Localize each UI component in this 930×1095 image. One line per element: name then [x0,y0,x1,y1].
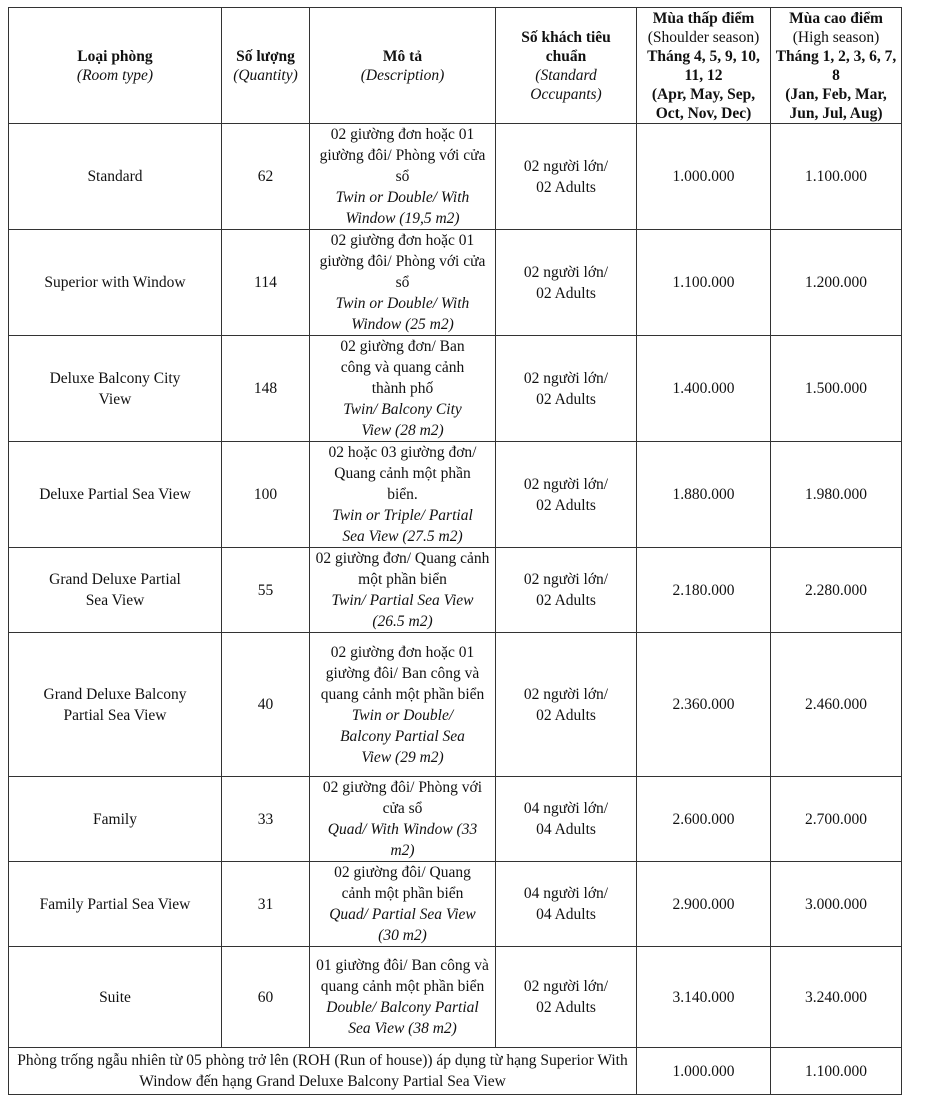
high-price-cell: 3.000.000 [771,862,902,947]
occupants-en: 02 Adults [536,706,596,724]
header-high-season [771,8,902,124]
table-row [9,548,902,633]
high-months-vi: Tháng 1, 2, 3, 6, 7, 8 [775,47,897,84]
occupants-en: 02 Adults [536,592,596,609]
room-type-cell: Grand Deluxe Partial Sea View [9,548,222,633]
occupants-vi: 02 người lớn/ [523,685,609,703]
quantity-cell: 60 [222,947,310,1048]
shoulder-price-cell: 2.900.000 [637,862,771,947]
room-type-cell: Family [9,777,222,862]
occupants-en: 02 Adults [536,178,596,196]
occupants-vi: 02 người lớn/ [523,369,609,387]
shoulder-title: Mùa thấp điểm [652,9,755,27]
description-cell [310,947,496,1048]
header-room-type [9,8,222,124]
high-en: (High season) [792,28,880,46]
occupants-en: 04 Adults [536,906,596,923]
description-vi: 02 giường đơn/ Quang cảnh một phần biển [315,550,490,588]
occupants-vi: 02 người lớn/ [523,571,609,588]
quantity-cell: 114 [222,230,310,336]
description-en: Double/ Balcony Partial Sea View (38 m2) [326,999,479,1037]
occupants-vi: 02 người lớn/ [523,475,609,493]
high-price-cell: 2.460.000 [771,633,902,777]
shoulder-price-cell: 1.000.000 [637,124,771,230]
room-type-cell: Family Partial Sea View [9,862,222,947]
occupants-cell [496,124,637,230]
occupants-cell [496,336,637,442]
high-price-cell: 2.280.000 [771,548,902,633]
footer-shoulder-price: 1.000.000 [637,1048,771,1095]
occupants-vi: 04 người lớn/ [523,885,609,902]
high-price-cell: 1.980.000 [771,442,902,548]
footer-row [9,1048,902,1095]
room-type-cell: Standard [9,124,222,230]
table-row [9,336,902,442]
description-en: Quad/ Partial Sea View (30 m2) [329,906,476,944]
description-en: Quad/ With Window (33 m2) [327,821,478,859]
occupants-en: 02 Adults [536,390,596,408]
occupants-cell [496,230,637,336]
room-rate-table [8,7,902,1095]
description-en: Twin or Double/ With Window (25 m2) [335,295,470,333]
high-price-cell: 1.200.000 [771,230,902,336]
occupants-cell [496,862,637,947]
description-vi: 02 giường đơn hoặc 01 giường đôi/ Phòng với cửa sổ [319,232,486,291]
table-row [9,777,902,862]
description-vi: 02 giường đơn/ Ban công và quang cảnh thành phố [340,338,465,397]
description-cell [310,777,496,862]
header-quantity-vi: Số lượng [236,47,295,65]
occupants-cell [496,548,637,633]
header-occupants-en: (Standard Occupants) [530,66,602,103]
header-occupants [496,8,637,124]
room-type-cell: Suite [9,947,222,1048]
table-row [9,862,902,947]
description-cell [310,336,496,442]
description-vi: 02 giường đơn hoặc 01 giường đôi/ Ban công và quang cảnh một phần biển [320,643,485,703]
description-cell [310,633,496,777]
quantity-cell: 31 [222,862,310,947]
occupants-cell [496,633,637,777]
header-room-type-en: (Room type) [76,66,154,84]
shoulder-price-cell: 2.360.000 [637,633,771,777]
occupants-cell [496,442,637,548]
table-header-row [9,8,902,124]
quantity-cell: 62 [222,124,310,230]
high-price-cell: 2.700.000 [771,777,902,862]
description-cell [310,862,496,947]
description-cell [310,548,496,633]
occupants-en: 04 Adults [536,821,596,838]
occupants-cell [496,777,637,862]
table-row [9,947,902,1048]
description-en: Twin or Double/ Balcony Partial Sea View (29 m2) [340,706,465,766]
high-price-cell: 3.240.000 [771,947,902,1048]
shoulder-en: (Shoulder season) [647,28,760,46]
header-room-type-vi: Loại phòng [77,47,153,65]
occupants-vi: 02 người lớn/ [523,978,609,995]
description-cell [310,230,496,336]
occupants-cell [496,947,637,1048]
run-of-house-note: Phòng trống ngẫu nhiên từ 05 phòng trở lên (ROH (Run of house)) áp dụng từ hạng Superior With Window đến hạng Grand Deluxe Balcony Partial Sea View [9,1048,637,1095]
description-en: Twin/ Balcony City View (28 m2) [343,401,462,439]
room-type-cell: Grand Deluxe Balcony Partial Sea View [9,633,222,777]
header-quantity [222,8,310,124]
occupants-vi: 04 người lớn/ [523,800,609,817]
table-row [9,230,902,336]
quantity-cell: 33 [222,777,310,862]
shoulder-price-cell: 1.880.000 [637,442,771,548]
description-en: Twin or Triple/ Partial Sea View (27.5 m2) [332,507,473,545]
room-type-cell: Superior with Window [9,230,222,336]
header-description-vi: Mô tả [382,47,423,65]
table-row [9,633,902,777]
shoulder-price-cell: 3.140.000 [637,947,771,1048]
header-description-en: (Description) [360,66,445,84]
high-months-en: (Jan, Feb, Mar, Jun, Jul, Aug) [785,85,887,122]
quantity-cell: 148 [222,336,310,442]
occupants-en: 02 Adults [536,284,596,302]
room-type-cell: Deluxe Partial Sea View [9,442,222,548]
shoulder-months-en: (Apr, May, Sep, Oct, Nov, Dec) [651,85,756,122]
description-vi: 01 giường đôi/ Ban công và quang cảnh một phần biển [316,957,489,995]
quantity-cell: 100 [222,442,310,548]
footer-high-price: 1.100.000 [771,1048,902,1095]
quantity-cell: 40 [222,633,310,777]
description-en: Twin or Double/ With Window (19,5 m2) [335,189,470,227]
high-price-cell: 1.500.000 [771,336,902,442]
occupants-vi: 02 người lớn/ [523,263,609,281]
description-en: Twin/ Partial Sea View (26.5 m2) [331,592,474,630]
high-title: Mùa cao điểm [789,9,883,27]
table-row [9,442,902,548]
description-vi: 02 giường đôi/ Phòng với cửa sổ [322,779,483,817]
description-vi: 02 giường đơn hoặc 01 giường đôi/ Phòng với cửa sổ [319,126,486,185]
header-quantity-en: (Quantity) [233,66,298,84]
quantity-cell: 55 [222,548,310,633]
description-cell [310,442,496,548]
header-occupants-vi: Số khách tiêu chuẩn [521,28,611,65]
table-row [9,124,902,230]
occupants-en: 02 Adults [536,496,596,514]
high-price-cell: 1.100.000 [771,124,902,230]
shoulder-price-cell: 2.180.000 [637,548,771,633]
shoulder-price-cell: 1.400.000 [637,336,771,442]
room-type-cell: Deluxe Balcony City View [9,336,222,442]
shoulder-months-vi: Tháng 4, 5, 9, 10, 11, 12 [647,47,760,84]
description-vi: 02 giường đôi/ Quang cảnh một phần biển [334,864,471,902]
shoulder-price-cell: 2.600.000 [637,777,771,862]
header-description [310,8,496,124]
occupants-vi: 02 người lớn/ [523,157,609,175]
description-cell [310,124,496,230]
occupants-en: 02 Adults [536,999,596,1016]
description-vi: 02 hoặc 03 giường đơn/ Quang cảnh một phần biển. [328,444,477,503]
shoulder-price-cell: 1.100.000 [637,230,771,336]
header-shoulder-season [637,8,771,124]
